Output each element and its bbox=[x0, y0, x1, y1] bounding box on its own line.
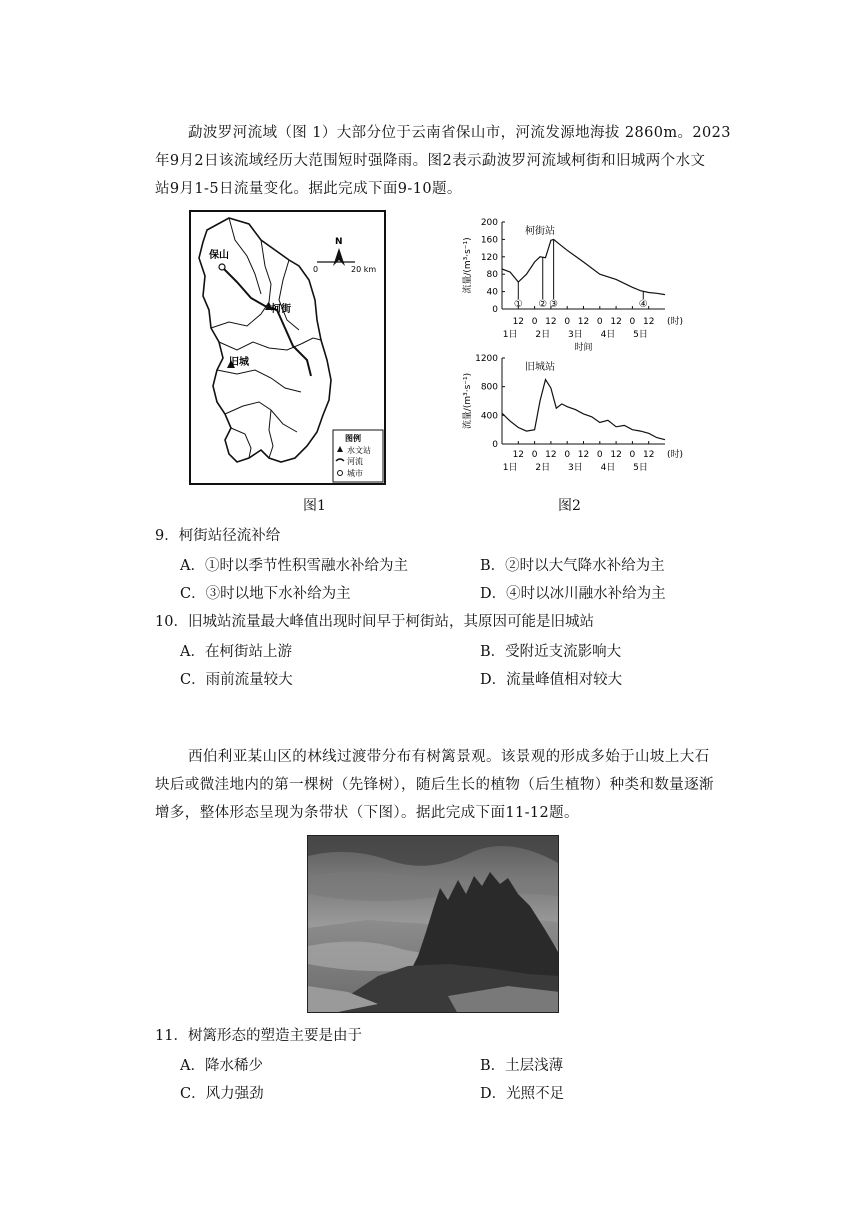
chart0-ytick-label: 200 bbox=[480, 218, 498, 228]
figure2-charts bbox=[460, 212, 685, 477]
chart1-day-label: 4日 bbox=[600, 463, 616, 473]
q10-option-b[interactable]: B．受附近支流影响大 bbox=[480, 644, 622, 660]
map-label-jiucheng: 旧城 bbox=[229, 357, 249, 368]
figure1-caption: 图1 bbox=[303, 498, 326, 514]
chart0-ytick-label: 0 bbox=[492, 305, 498, 315]
chart1-day-label: 1日 bbox=[502, 463, 518, 473]
chart0-ytick-label: 160 bbox=[480, 235, 498, 246]
passage2-line1: 西伯利亚某山区的林线过渡带分布有树篱景观。该景观的形成多始于山坡上大石 bbox=[188, 749, 710, 765]
chart0-day-label: 2日 bbox=[535, 330, 551, 340]
chart1-xtick-label: 12 bbox=[545, 450, 557, 460]
chart0-ytick-label: 120 bbox=[480, 252, 498, 263]
q9-option-d[interactable]: D．④时以冰川融水补给为主 bbox=[480, 586, 666, 602]
hedgerow-photo bbox=[307, 835, 559, 1013]
chart1-day-label: 2日 bbox=[535, 463, 551, 473]
chart0-xtick-label: 12 bbox=[610, 317, 622, 327]
passage1-line3: 站9月1-5日流量变化。据此完成下面9-10题。 bbox=[155, 181, 462, 197]
chart0-day-label: 1日 bbox=[502, 330, 518, 340]
q10-option-a[interactable]: A．在柯街站上游 bbox=[180, 644, 292, 660]
chart0-xtick-label: 0 bbox=[564, 317, 571, 327]
chart1-xtick-label: 0 bbox=[564, 450, 571, 460]
q11-option-b[interactable]: B．土层浅薄 bbox=[480, 1058, 564, 1074]
q11-option-d[interactable]: D．光照不足 bbox=[480, 1086, 565, 1102]
q11-option-a[interactable]: A．降水稀少 bbox=[180, 1058, 263, 1074]
chart0-day-label: 5日 bbox=[633, 330, 648, 340]
q9-option-b[interactable]: B．②时以大气降水补给为主 bbox=[480, 558, 665, 574]
map-label-baoshan: 保山 bbox=[209, 250, 229, 261]
map-label-kejie: 柯街 bbox=[271, 304, 291, 315]
chart1-day-label: 5日 bbox=[633, 463, 648, 473]
chart0-xtick-label: 12 bbox=[642, 317, 655, 327]
chart1-x-unit: (时) bbox=[666, 450, 684, 460]
chart1-xtick-label: 0 bbox=[531, 450, 538, 460]
q9-option-c[interactable]: C．③时以地下水补给为主 bbox=[180, 586, 351, 602]
chart1-xtick-label: 12 bbox=[610, 450, 622, 460]
chart1-ylabel: 流量/(m³·s⁻¹) bbox=[463, 372, 473, 430]
figure1-map bbox=[189, 210, 386, 485]
chart1-ytick-label: 800 bbox=[480, 382, 498, 393]
chart0-x-unit: (时) bbox=[666, 317, 684, 327]
chart1-ytick-label: 0 bbox=[492, 440, 498, 450]
chart1-ytick-label: 1200 bbox=[475, 354, 498, 364]
chart0-xtick-label: 0 bbox=[596, 317, 603, 327]
chart0-ytick-label: 80 bbox=[486, 270, 498, 281]
chart0-series-line bbox=[502, 239, 665, 294]
north-label: N bbox=[335, 237, 343, 247]
svg-text:水文站: 水文站 bbox=[347, 446, 371, 455]
q9-stem: 9．柯街站径流补给 bbox=[155, 528, 281, 544]
chart0-ytick-label: 40 bbox=[486, 287, 498, 298]
q10-stem: 10．旧城站流量最大峰值出现时间早于柯街站，其原因可能是旧城站 bbox=[155, 614, 594, 630]
svg-text:城市: 城市 bbox=[347, 469, 363, 478]
passage1-line1: 勐波罗河流域（图 1）大部分位于云南省保山市，河流发源地海拔 2860m。2023 bbox=[188, 125, 731, 141]
passage2-line3: 增多，整体形态呈现为条带状（下图）。据此完成下面11-12题。 bbox=[155, 805, 579, 821]
city-icon bbox=[338, 471, 343, 476]
chart1-xtick-label: 0 bbox=[629, 450, 636, 460]
chart1-ytick-label: 400 bbox=[480, 411, 498, 422]
chart0-xtick-label: 0 bbox=[629, 317, 636, 327]
q10-option-c[interactable]: C．雨前流量较大 bbox=[180, 672, 293, 688]
chart0-xtick-label: 12 bbox=[577, 317, 590, 327]
chart0-title: 柯街站 bbox=[525, 226, 555, 237]
svg-text:20 km: 20 km bbox=[351, 265, 377, 274]
chart1-xtick-label: 0 bbox=[596, 450, 603, 460]
svg-text:0: 0 bbox=[313, 265, 319, 274]
figure2-caption: 图2 bbox=[558, 498, 581, 514]
chart1-title: 旧城站 bbox=[525, 362, 555, 373]
passage2-line2: 块后或微洼地内的第一棵树（先锋树），随后生长的植物（后生植物）种类和数量逐渐 bbox=[155, 777, 714, 793]
chart0-day-label: 4日 bbox=[600, 330, 616, 340]
passage1-line2: 年9月2日该流域经历大范围短时强降雨。图2表示勐波罗河流域柯街和旧城两个水文 bbox=[155, 153, 706, 169]
chart0-day-label: 3日 bbox=[567, 330, 583, 340]
legend-title: 图例 bbox=[345, 434, 361, 443]
chart1-xtick-label: 12 bbox=[512, 450, 525, 460]
chart0-xtick-label: 0 bbox=[531, 317, 538, 327]
chart0-xtick-label: 12 bbox=[545, 317, 557, 327]
chart1-series-line bbox=[502, 380, 665, 440]
chart1-day-label: 3日 bbox=[567, 463, 583, 473]
chart1-xtick-label: 12 bbox=[577, 450, 590, 460]
chart0-xtick-label: 12 bbox=[512, 317, 525, 327]
q9-option-a[interactable]: A．①时以季节性积雪融水补给为主 bbox=[180, 558, 408, 574]
q10-option-d[interactable]: D．流量峰值相对较大 bbox=[480, 672, 623, 688]
chart0-marker-label: ③ bbox=[549, 299, 559, 310]
chart0-marker-label: ② bbox=[538, 299, 548, 310]
chart0-marker-label: ④ bbox=[638, 299, 648, 310]
chart1-xtick-label: 12 bbox=[642, 450, 655, 460]
svg-text:河流: 河流 bbox=[347, 457, 363, 466]
q11-option-c[interactable]: C．风力强劲 bbox=[180, 1086, 264, 1102]
q11-stem: 11．树篱形态的塑造主要是由于 bbox=[155, 1028, 362, 1044]
chart0-marker-label: ① bbox=[513, 299, 523, 310]
chart0-time-label: 时间 bbox=[574, 343, 593, 353]
chart0-ylabel: 流量/(m³·s⁻¹) bbox=[463, 237, 473, 294]
